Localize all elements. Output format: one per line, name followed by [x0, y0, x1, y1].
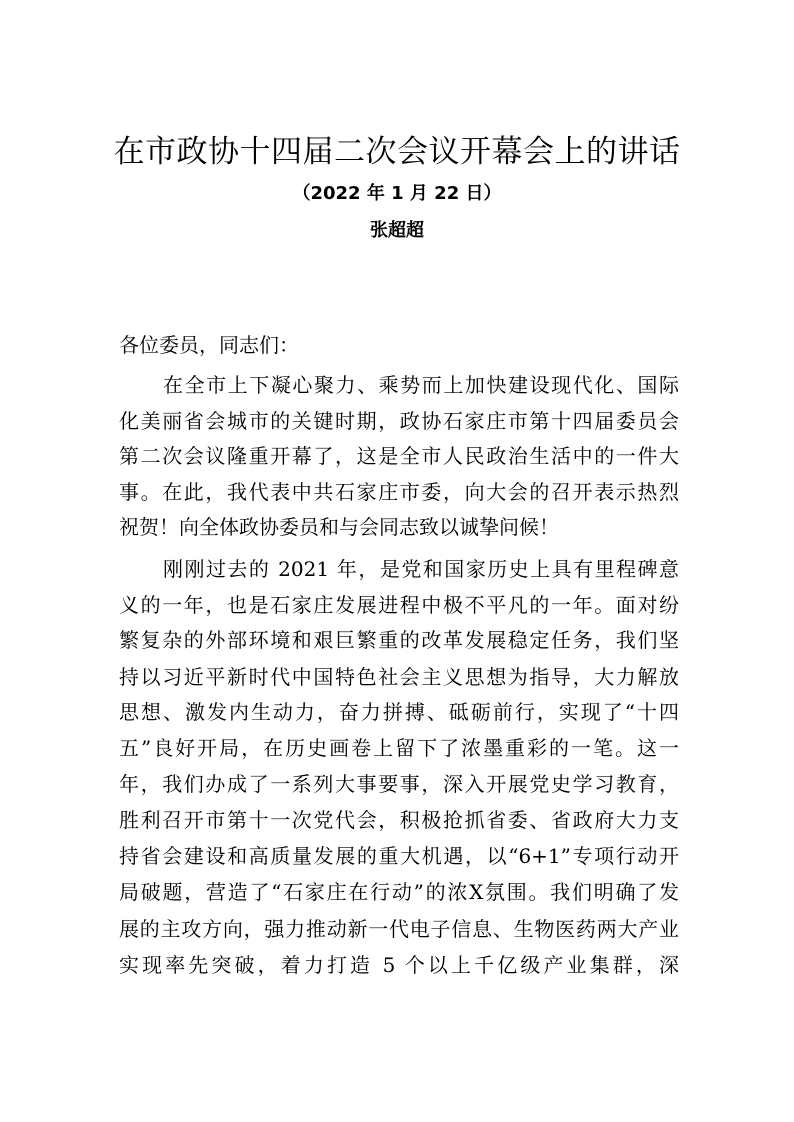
paragraph-line: 持以习近平新时代中国特色社会主义思想为指导，大力解放 — [119, 665, 679, 689]
speech-author: 张超超 — [370, 220, 424, 241]
speech-date: （2022 年 1 月 22 日） — [292, 183, 502, 204]
paragraph-line: 义的一年，也是石家庄发展进程中极不平凡的一年。面对纷 — [119, 593, 679, 617]
paragraph-line: 第二次会议隆重开幕了，这是全市人民政治生活中的一件大 — [119, 444, 679, 468]
salutation: 各位委员，同志们： — [119, 333, 299, 357]
paragraph-line: 展的主攻方向，强力推动新一代电子信息、生物医药两大产业 — [119, 917, 679, 941]
paragraph-line: 胜利召开市第十一次党代会，积极抢抓省委、省政府大力支 — [119, 808, 679, 832]
paragraph-line: 五”良好开局，在历史画卷上留下了浓墨重彩的一笔。这一 — [119, 736, 679, 760]
paragraph-line: 实现率先突破，着力打造 5 个以上千亿级产业集群，深 — [119, 953, 679, 977]
paragraph-line: 繁复杂的外部环境和艰巨繁重的改革发展稳定任务，我们坚 — [119, 628, 679, 652]
paragraph-line: 思想、激发内生动力，奋力拼搏、砥砺前行，实现了“十四 — [119, 700, 679, 724]
paragraph-line: 化美丽省会城市的关键时期，政协石家庄市第十四届委员会 — [119, 409, 679, 433]
paragraph-line: 持省会建设和高质量发展的重大机遇，以“6+1”专项行动开 — [119, 844, 679, 868]
paragraph-line: 事。在此，我代表中共石家庄市委，向大会的召开表示热烈 — [119, 480, 679, 504]
paragraph-line: 祝贺！向全体政协委员和与会同志致以诚挚问候！ — [119, 515, 559, 539]
paragraph-line: 刚刚过去的 2021 年，是党和国家历史上具有里程碑意 — [163, 557, 679, 581]
paragraph-line: 局破题，营造了“石家庄在行动”的浓X氛围。我们明确了发 — [119, 880, 679, 904]
paragraph-line: 年，我们办成了一系列大事要事，深入开展党史学习教育， — [119, 772, 679, 796]
paragraph-line: 在全市上下凝心聚力、乘势而上加快建设现代化、国际 — [163, 373, 679, 397]
speech-title: 在市政协十四届二次会议开幕会上的讲话 — [113, 134, 681, 170]
